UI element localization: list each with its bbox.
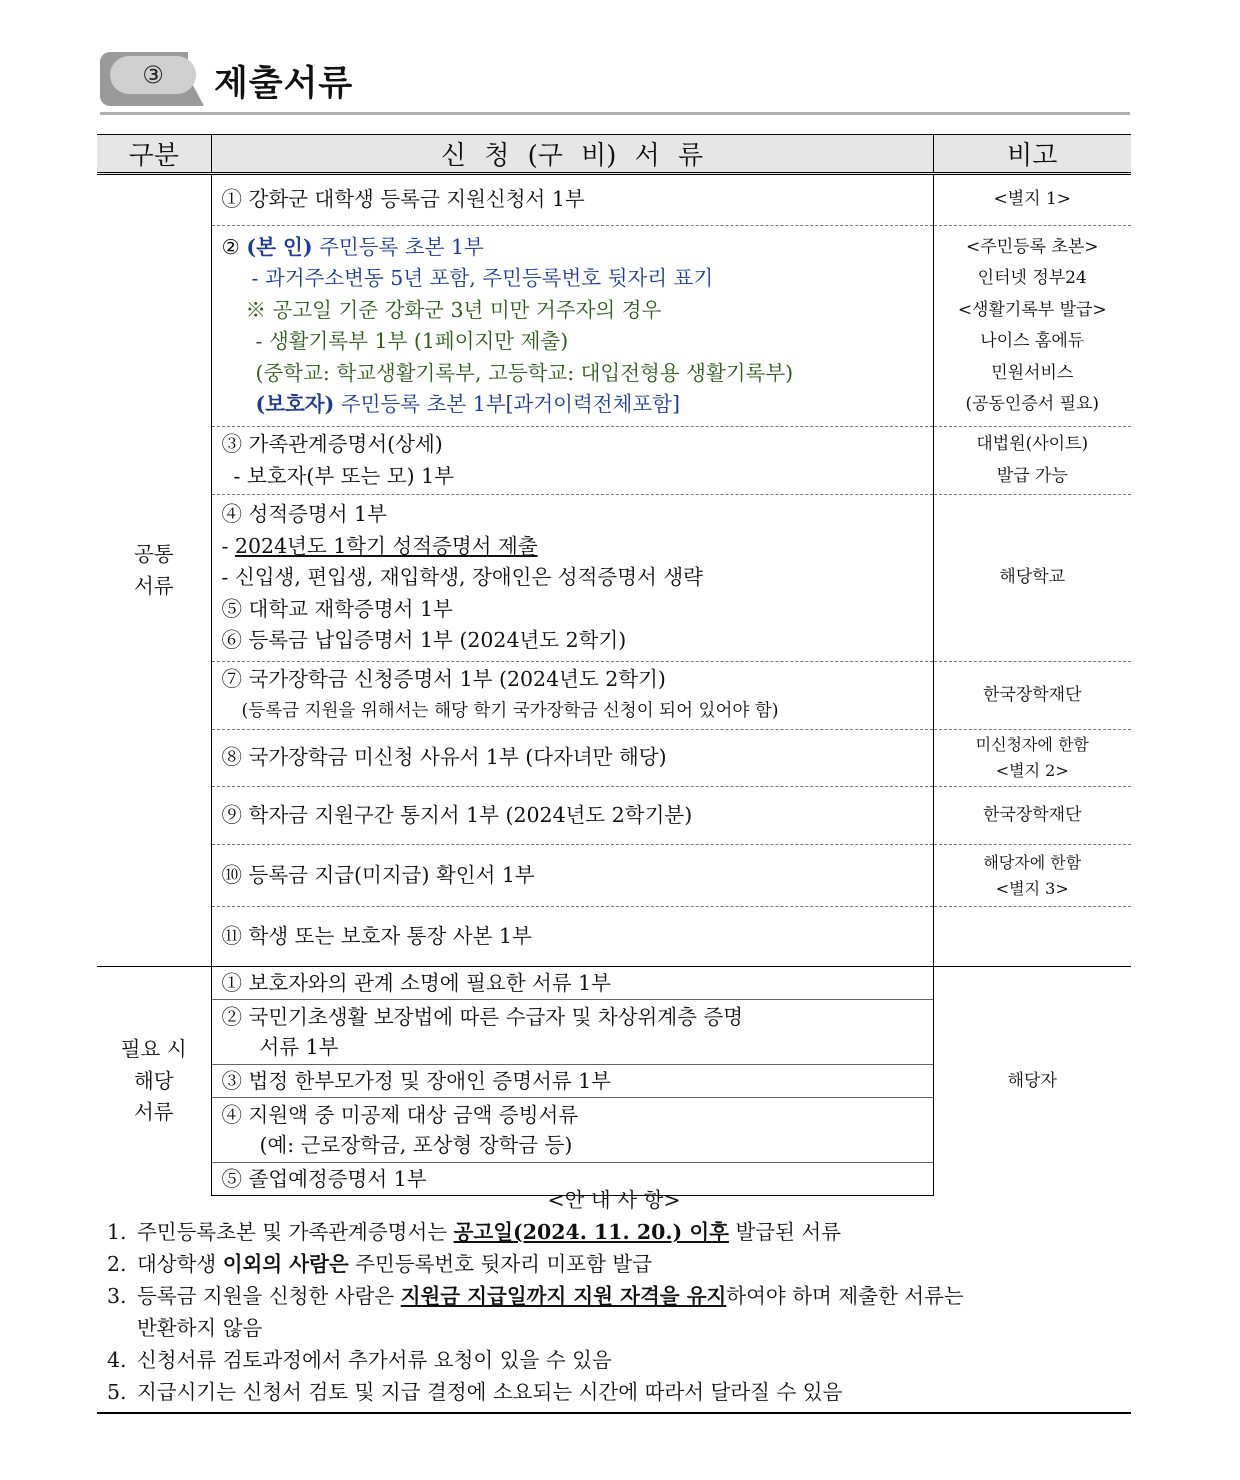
notice-section [97, 1184, 1131, 1408]
document-cell: ⑧ 국가장학금 미신청 사유서 1부 (다자녀만 해당) [211, 730, 933, 787]
document-cell: ② (본 인) 주민등록 초본 1부 - 과거주소변동 5년 포함, 주민등록번호 뒷자리 표기 ※ 공고일 기준 강화군 3년 미만 거주자의 경우 - 생활기록부 1부 (1페이지만 제출) (중학교: 학교생활기록부, 고등학교: 대입전형용 생활기록부) (보호자) 주민등록 초본 1부[과거이력전체포함] [211, 226, 933, 427]
document-cell: ① 보호자와의 관계 소명에 필요한 서류 1부 [211, 967, 933, 1000]
notice-item: 1. 주민등록초본 및 가족관계증명서는 공고일(2024. 11. 20.) 이후 발급된 서류 [107, 1220, 842, 1244]
documents-table [97, 134, 1131, 1196]
table-row [97, 174, 1131, 226]
table-row [97, 226, 1131, 427]
remark-cell: 미신청자에 한함 <별지 2> [933, 730, 1131, 787]
table-row [97, 495, 1131, 662]
document-cell: ③ 법정 한부모가정 및 장애인 증명서류 1부 [211, 1065, 933, 1098]
col-header-remarks: 비고 [933, 135, 1131, 174]
notice-item: 4. 신청서류 검토과정에서 추가서류 요청이 있을 수 있음 [107, 1348, 612, 1372]
col-header-category: 구분 [97, 135, 211, 174]
remark-cell: <별지 1> [933, 174, 1131, 226]
table-row [97, 845, 1131, 907]
remark-cell: 한국장학재단 [933, 787, 1131, 845]
table-row [97, 730, 1131, 787]
remark-cell: 해당자에 한함 <별지 3> [933, 845, 1131, 907]
remark-cell: 해당학교 [933, 495, 1131, 662]
remark-cell: 한국장학재단 [933, 662, 1131, 730]
document-cell: ① 강화군 대학생 등록금 지원신청서 1부 [211, 174, 933, 226]
category-optional: 필요 시 해당 서류 [97, 967, 211, 1196]
col-header-documents: 신 청 (구 비) 서 류 [211, 135, 933, 174]
section-title: 제출서류 [214, 64, 354, 104]
section-number: ③ [110, 56, 196, 94]
notice-bottom-rule [97, 1412, 1131, 1414]
notice-title: <안 내 사 항> [547, 1188, 681, 1212]
table-header-row [97, 135, 1131, 174]
document-cell: ④ 성적증명서 1부 - 2024년도 1학기 성적증명서 제출 - 신입생, 편입생, 재입학생, 장애인은 성적증명서 생략 ⑤ 대학교 재학증명서 1부 ⑥ 등록금 납입증명서 1부 (2024년도 2학기) [211, 495, 933, 662]
notice-item: 3. 등록금 지원을 신청한 사람은 지원금 지급일까지 지원 자격을 유지하여야 하며 제출한 서류는 반환하지 않음 [107, 1284, 964, 1340]
document-cell: ⑤ 졸업예정증명서 1부 [211, 1163, 933, 1196]
header-underline [100, 112, 1130, 115]
section-header [98, 48, 1130, 118]
category-common: 공통 서류 [97, 174, 211, 967]
table-row [97, 907, 1131, 967]
notice-item: 2. 대상학생 이외의 사람은 주민등록번호 뒷자리 미포함 발급 [107, 1252, 653, 1276]
remark-cell: 대법원(사이트) 발급 가능 [933, 427, 1131, 495]
table-row [97, 427, 1131, 495]
remark-cell: <주민등록 초본> 인터넷 정부24 <생활기록부 발급> 나이스 홈에듀 민원서비스 (공동인증서 필요) [933, 226, 1131, 427]
document-cell: ④ 지원액 중 미공제 대상 금액 증빙서류 (예: 근로장학금, 포상형 장학금 등) [211, 1098, 933, 1163]
document-cell: ② 국민기초생활 보장법에 따른 수급자 및 차상위계층 증명 서류 1부 [211, 1000, 933, 1065]
document-cell: ⑩ 등록금 지급(미지급) 확인서 1부 [211, 845, 933, 907]
remark-cell: 해당자 [933, 967, 1131, 1196]
document-cell: ⑪ 학생 또는 보호자 통장 사본 1부 [211, 907, 933, 967]
document-cell: ③ 가족관계증명서(상세) - 보호자(부 또는 모) 1부 [211, 427, 933, 495]
table-row [97, 967, 1131, 1000]
table-row [97, 787, 1131, 845]
table-row [97, 662, 1131, 730]
document-cell: ⑦ 국가장학금 신청증명서 1부 (2024년도 2학기) (등록금 지원을 위해서는 해당 학기 국가장학금 신청이 되어 있어야 함) [211, 662, 933, 730]
document-cell: ⑨ 학자금 지원구간 통지서 1부 (2024년도 2학기분) [211, 787, 933, 845]
notice-item: 5. 지급시기는 신청서 검토 및 지급 결정에 소요되는 시간에 따라서 달라질 수 있음 [107, 1380, 843, 1404]
remark-cell [933, 907, 1131, 967]
